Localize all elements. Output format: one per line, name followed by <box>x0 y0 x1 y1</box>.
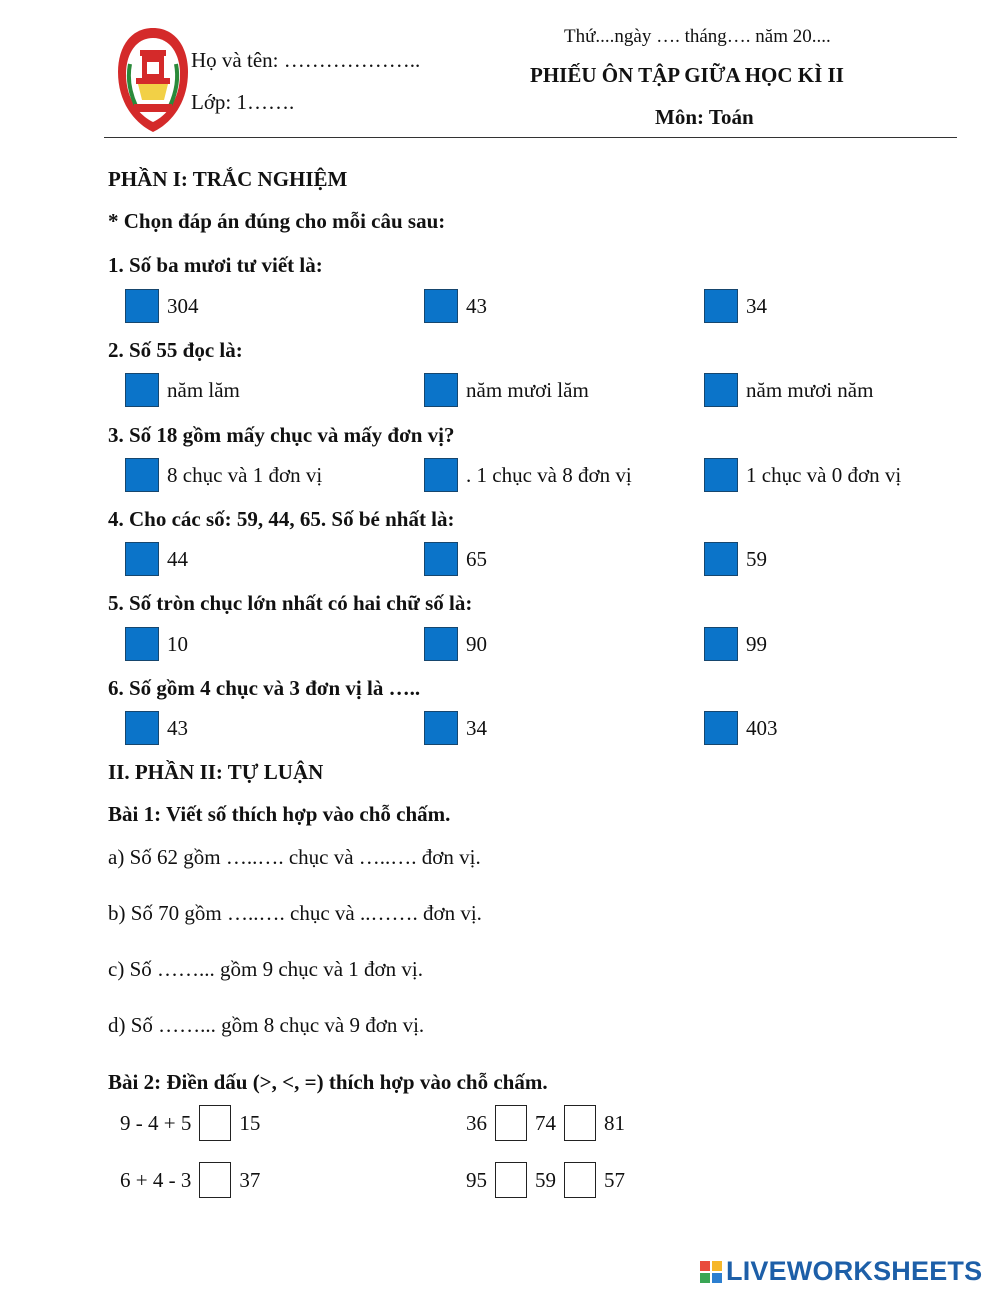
answer-box[interactable] <box>564 1105 596 1141</box>
q5-option-c[interactable] <box>704 626 767 662</box>
question-5: 5. Số tròn chục lớn nhất có hai chữ số là: <box>108 591 473 615</box>
option-label: năm mươi năm <box>746 377 874 402</box>
brand-name: LIVEWORKSHEETS <box>726 1256 983 1286</box>
q6-option-c[interactable] <box>704 710 778 746</box>
part1-heading: PHẦN I: TRẮC NGHIỆM <box>108 167 348 191</box>
checkbox[interactable] <box>424 542 458 576</box>
option-label: 403 <box>746 715 778 740</box>
bai1-line-d[interactable]: d) Số ……... gồm 8 chục và 9 đơn vị. <box>108 1013 425 1037</box>
option-label: 59 <box>746 546 767 571</box>
checkbox[interactable] <box>704 373 738 407</box>
option-label: 10 <box>167 631 188 656</box>
answer-box[interactable] <box>199 1162 231 1198</box>
q6-option-b[interactable] <box>424 710 487 746</box>
option-label: năm lăm <box>167 377 240 402</box>
checkbox[interactable] <box>424 711 458 745</box>
question-6: 6. Số gồm 4 chục và 3 đơn vị là ….. <box>108 676 421 700</box>
bai2-right-row-2 <box>466 1160 625 1200</box>
school-logo <box>112 24 194 136</box>
number-b: 59 <box>535 1167 556 1192</box>
q3-option-a[interactable] <box>125 457 322 493</box>
header-divider <box>104 137 957 138</box>
subject-line: Môn: Toán <box>655 105 754 129</box>
bai2-right-row-1 <box>466 1103 625 1143</box>
question-2: 2. Số 55 đọc là: <box>108 338 243 362</box>
option-label: 43 <box>167 715 188 740</box>
q1-option-c[interactable] <box>704 288 767 324</box>
bai2-left-row-2 <box>120 1160 260 1200</box>
checkbox[interactable] <box>125 711 159 745</box>
question-3: 3. Số 18 gồm mấy chục và mấy đơn vị? <box>108 423 455 447</box>
q4-option-a[interactable] <box>125 541 188 577</box>
option-label: 44 <box>167 546 188 571</box>
q2-option-b[interactable] <box>424 372 589 408</box>
q1-option-b[interactable] <box>424 288 487 324</box>
number-c: 81 <box>604 1110 625 1135</box>
question-1: 1. Số ba mươi tư viết là: <box>108 253 323 277</box>
class-line: Lớp: 1……. <box>191 90 295 114</box>
checkbox[interactable] <box>424 458 458 492</box>
student-name-line: Họ và tên: ……………….. <box>191 48 421 72</box>
checkbox[interactable] <box>125 458 159 492</box>
answer-box[interactable] <box>564 1162 596 1198</box>
option-label: năm mươi lăm <box>466 377 589 402</box>
checkbox[interactable] <box>125 542 159 576</box>
rhs-value: 37 <box>239 1167 261 1192</box>
option-label: 99 <box>746 631 767 656</box>
expression: 9 - 4 + 5 <box>120 1110 192 1135</box>
rhs-value: 15 <box>239 1110 261 1135</box>
option-label: 90 <box>466 631 487 656</box>
q4-option-c[interactable] <box>704 541 767 577</box>
expression: 6 + 4 - 3 <box>120 1167 192 1192</box>
q3-option-b[interactable] <box>424 457 632 493</box>
option-label: 304 <box>167 293 199 318</box>
liveworksheets-logo-icon <box>700 1261 722 1283</box>
option-label: 65 <box>466 546 487 571</box>
checkbox[interactable] <box>704 627 738 661</box>
number-a: 36 <box>466 1110 487 1135</box>
q1-option-a[interactable] <box>125 288 199 324</box>
number-c: 57 <box>604 1167 625 1192</box>
worksheet-title: PHIẾU ÔN TẬP GIỮA HỌC KÌ II <box>530 63 844 87</box>
answer-box[interactable] <box>199 1105 231 1141</box>
option-label: 8 chục và 1 đơn vị <box>167 462 323 487</box>
bai1-line-b[interactable]: b) Số 70 gồm …..…. chục và ..……. đơn vị. <box>108 901 482 925</box>
number-b: 74 <box>535 1110 556 1135</box>
option-label: 43 <box>466 293 487 318</box>
bai2-left-row-1 <box>120 1103 260 1143</box>
part2-heading: II. PHẦN II: TỰ LUẬN <box>108 760 324 784</box>
part1-instruction: * Chọn đáp án đúng cho mỗi câu sau: <box>108 209 446 233</box>
question-4: 4. Cho các số: 59, 44, 65. Số bé nhất là: <box>108 507 455 531</box>
checkbox[interactable] <box>424 627 458 661</box>
q2-option-c[interactable] <box>704 372 873 408</box>
q5-option-a[interactable] <box>125 626 188 662</box>
option-label: 34 <box>746 293 767 318</box>
checkbox[interactable] <box>125 627 159 661</box>
checkbox[interactable] <box>125 373 159 407</box>
date-line: Thứ....ngày …. tháng…. năm 20.... <box>564 26 831 47</box>
number-a: 95 <box>466 1167 487 1192</box>
checkbox[interactable] <box>704 458 738 492</box>
q5-option-b[interactable] <box>424 626 487 662</box>
checkbox[interactable] <box>424 289 458 323</box>
checkbox[interactable] <box>125 289 159 323</box>
option-label: 34 <box>466 715 487 740</box>
answer-box[interactable] <box>495 1105 527 1141</box>
checkbox[interactable] <box>704 711 738 745</box>
liveworksheets-brand <box>700 1256 982 1287</box>
option-label: . 1 chục và 8 đơn vị <box>466 462 632 487</box>
answer-box[interactable] <box>495 1162 527 1198</box>
bai1-line-a[interactable]: a) Số 62 gồm …..…. chục và …..…. đơn vị. <box>108 845 481 869</box>
option-label: 1 chục và 0 đơn vị <box>746 462 902 487</box>
checkbox[interactable] <box>704 289 738 323</box>
bai2-title: Bài 2: Điền dấu (>, <, =) thích hợp vào chỗ chấm. <box>108 1070 548 1094</box>
q4-option-b[interactable] <box>424 541 487 577</box>
checkbox[interactable] <box>424 373 458 407</box>
q3-option-c[interactable] <box>704 457 901 493</box>
bai1-line-c[interactable]: c) Số ……... gồm 9 chục và 1 đơn vị. <box>108 957 423 981</box>
checkbox[interactable] <box>704 542 738 576</box>
q2-option-a[interactable] <box>125 372 240 408</box>
q6-option-a[interactable] <box>125 710 188 746</box>
bai1-title: Bài 1: Viết số thích hợp vào chỗ chấm. <box>108 802 451 826</box>
